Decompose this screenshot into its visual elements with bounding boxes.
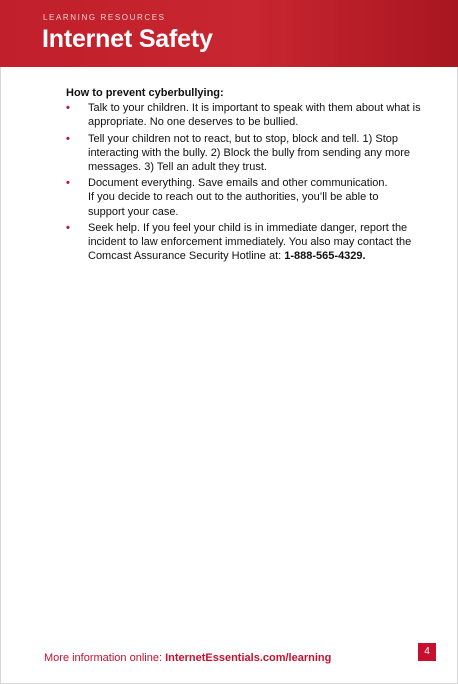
tip-text: Document everything. Save emails and other communication. — [88, 177, 388, 190]
list-item — [66, 101, 426, 129]
bullet-icon: • — [66, 102, 70, 115]
section-heading: How to prevent cyberbullying: — [66, 87, 224, 99]
section-kicker: LEARNING RESOURCES — [43, 13, 166, 22]
list-item — [66, 176, 426, 219]
hotline-number: 1-888-565-4329. — [284, 250, 366, 263]
page-number-badge: 4 — [418, 643, 436, 661]
tips-list — [66, 101, 426, 263]
tip-text: Tell your children not to react, but to stop, block and tell. 1) Stop — [88, 132, 399, 145]
bullet-icon: • — [66, 221, 70, 234]
bullet-icon: • — [66, 132, 70, 145]
header-banner — [0, 0, 458, 67]
footer-link[interactable]: InternetEssentials.com/learning — [165, 652, 332, 664]
tip-text: incident to law enforcement immediately. You also may contact the — [88, 236, 412, 249]
hotline-label: Comcast Assurance Security Hotline at: — [88, 250, 285, 263]
bullet-icon: • — [66, 177, 70, 190]
tip-text: Talk to your children. It is important to speak with them about what is — [88, 102, 421, 115]
tip-text — [88, 249, 426, 263]
main-content — [66, 86, 426, 265]
tip-text: messages. 3) Tell an adult they trust. — [88, 161, 267, 174]
list-item — [66, 132, 426, 175]
footer-label: More information online: — [44, 652, 166, 664]
page-title: Internet Safety — [42, 25, 213, 53]
list-item — [66, 221, 426, 264]
tip-text: appropriate. No one deserves to be bullied. — [88, 116, 299, 129]
tip-text: Seek help. If you feel your child is in immediate danger, report the — [88, 221, 408, 234]
footer-info — [44, 652, 331, 664]
tip-text: interacting with the bully. 2) Block the bully from sending any more — [88, 146, 411, 159]
tip-text: support your case. — [88, 205, 179, 218]
tip-text: If you decide to reach out to the authorities, you’ll be able to — [88, 191, 379, 204]
